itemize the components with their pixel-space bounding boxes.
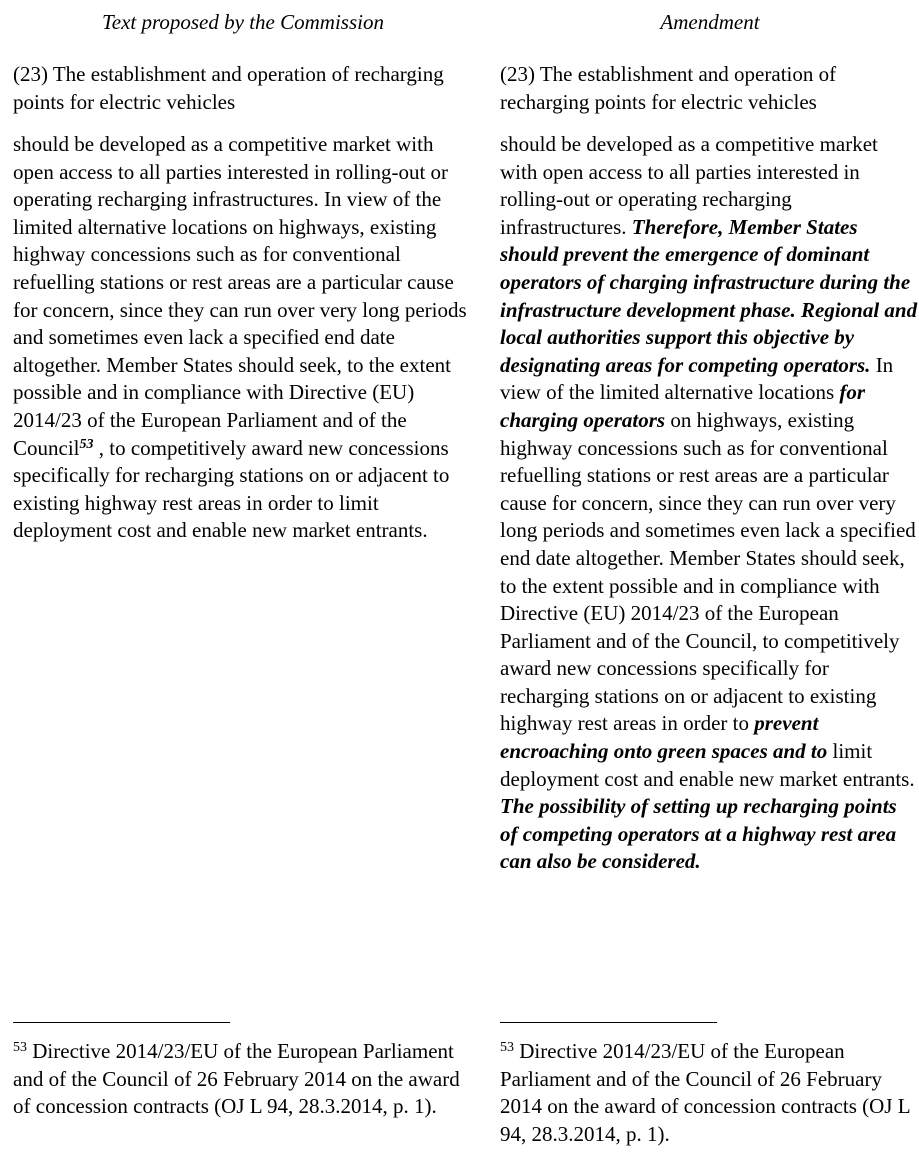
commission-body-text-continued: , to competitively award new concessions specifically for recharging stations on or adjacent to existing highway rest areas in order to limit deployment cost and enable new market entrants. bbox=[13, 435, 450, 543]
amendment-recital-intro: (23) The establishment and operation of recharging points for electric vehicles bbox=[500, 62, 837, 114]
footnote-number: 53 bbox=[13, 1040, 27, 1055]
amendment-text-segment: In view of the limited alternative locations bbox=[500, 352, 894, 405]
amendment-text-segment: on highways, existing highway concessions such as for conventional refuelling stations or rest areas are a particular cause for concern, since they can run over very long periods and sometimes even lack a specified end date altogether. Member States should seek, to the extent possible and in compliance with Directive (EU) 2014/23 of the European Parliament and of the Council, to competitively award new concessions specifically for recharging stations on or adjacent to existing highway rest areas in order to bbox=[500, 407, 916, 736]
amendment-text-segment: should be developed as a competitive market with open access to all parties interested in rolling-out or operating recharging infrastructures. bbox=[500, 132, 878, 239]
amendment-inserted-text: Therefore, Member States should prevent the emergence of dominant operators of charging infrastructure during the infrastructure development phase. Regional and local authorities support this objective by designating areas for competing operators. bbox=[500, 214, 918, 377]
amendment-inserted-text: for charging operators bbox=[500, 380, 866, 432]
amendment-inserted-text: prevent encroaching onto green spaces and to bbox=[500, 711, 828, 764]
amendment-text-segment: limit deployment cost and enable new market entrants. bbox=[500, 739, 915, 791]
commission-body-text: should be developed as a competitive market with open access to all parties interested in rolling-out or operating recharging infrastructures. In view of the limited alternative locations on highways, existing highway concessions such as for conventional refuelling stations or rest areas are a particular cause for concern, since they can run over very long periods and sometimes even lack a specified end date altogether. Member States should seek, to the extent possible and in compliance with Directive (EU) 2014/23 of the European Parliament and of the Council bbox=[13, 132, 467, 460]
footnote-divider bbox=[500, 1022, 717, 1023]
commission-footnote bbox=[13, 1038, 473, 1121]
commission-column-heading: Text proposed by the Commission bbox=[102, 10, 384, 34]
footnote-text: Directive 2014/23/EU of the European Parliament and of the Council of 26 February 2014 on the award of concession contracts (OJ L 94, 28.3.2014, p. 1). bbox=[13, 1039, 460, 1119]
commission-recital-intro: (23) The establishment and operation of recharging points for electric vehicles bbox=[13, 62, 444, 114]
footnote-divider bbox=[13, 1022, 230, 1023]
footnote-reference[interactable]: 53 bbox=[79, 436, 94, 452]
amendment-footnote bbox=[500, 1038, 918, 1148]
amendment-recital-body bbox=[500, 131, 918, 876]
amendment-column-heading: Amendment bbox=[660, 10, 760, 34]
footnote-text: Directive 2014/23/EU of the European Parliament and of the Council of 26 February 2014 on the award of concession contracts (OJ L 94, 28.3.2014, p. 1). bbox=[500, 1039, 910, 1146]
footnote-number: 53 bbox=[500, 1040, 514, 1055]
amendment-inserted-text: The possibility of setting up recharging points of competing operators at a highway rest area can also be considered. bbox=[500, 794, 897, 874]
commission-recital-body bbox=[13, 131, 473, 545]
